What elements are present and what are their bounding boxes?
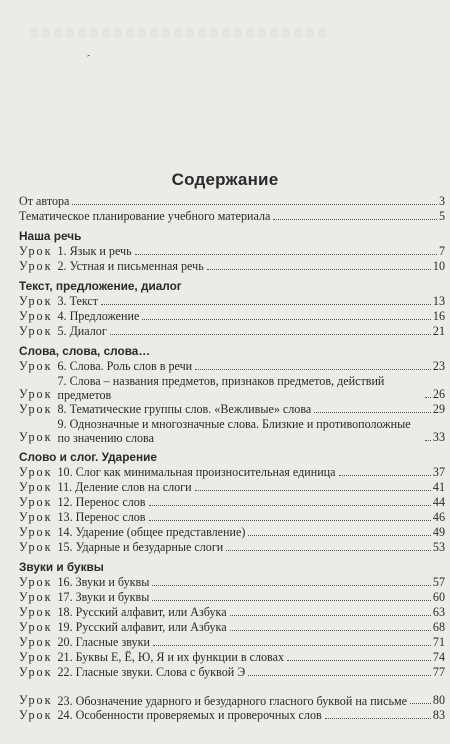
- toc-entry: [19, 417, 445, 445]
- page-number: 16: [432, 309, 445, 323]
- page-number: 44: [432, 495, 445, 509]
- lesson-label: Урок: [19, 244, 53, 258]
- toc-entry: [19, 540, 445, 555]
- page-number: 23: [432, 359, 445, 373]
- toc-entry-title: 2. Устная и письменная речь: [57, 259, 204, 273]
- dot-leader: [135, 254, 437, 255]
- toc-entry: [19, 650, 445, 665]
- dot-leader: [226, 550, 431, 551]
- toc-entry-title: 14. Ударение (общее представление): [57, 525, 246, 539]
- toc-entry: [19, 480, 445, 495]
- page-number: 10: [432, 259, 445, 273]
- page-number: 29: [432, 402, 445, 416]
- lesson-label: Урок: [19, 575, 53, 589]
- toc-entry-title: 13. Перенос слов: [57, 510, 146, 524]
- dot-leader: [101, 304, 431, 305]
- lesson-label: Урок: [19, 665, 53, 679]
- page-number: 60: [432, 590, 445, 604]
- lesson-label: Урок: [19, 693, 53, 707]
- toc-entry: [19, 575, 445, 590]
- page-number: 80: [432, 693, 445, 707]
- lesson-label: Урок: [19, 465, 53, 479]
- toc-section-heading: Наша речь: [19, 229, 82, 243]
- lesson-label: Урок: [19, 495, 53, 509]
- lesson-label: Урок: [19, 480, 53, 494]
- page-number: 26: [432, 387, 445, 401]
- page-title: Содержание: [171, 170, 279, 189]
- dot-leader: [142, 319, 431, 320]
- toc-entry: [19, 465, 445, 480]
- pen-mark: ˊ: [82, 51, 92, 67]
- toc-entry-title: 5. Диалог: [57, 324, 107, 338]
- page-number: 33: [432, 430, 445, 444]
- dot-leader: [248, 675, 431, 676]
- toc-entry-title: 6. Слова. Роль слов в речи: [57, 359, 193, 373]
- table-of-contents: [19, 194, 445, 723]
- lesson-label: Урок: [19, 708, 53, 722]
- toc-entry-title: 17. Звуки и буквы: [57, 590, 150, 604]
- lesson-label: Урок: [19, 359, 53, 373]
- dot-leader: [230, 615, 431, 616]
- page-number: 37: [432, 465, 445, 479]
- toc-entry-title: 24. Особенности проверяемых и проверочных слов: [57, 708, 322, 722]
- lesson-label: Урок: [19, 650, 53, 664]
- page-number: 71: [432, 635, 445, 649]
- toc-entry-title: От автора: [19, 194, 70, 208]
- lesson-label: Урок: [19, 402, 53, 416]
- toc-entry-title: 21. Буквы Е, Ё, Ю, Я и их функции в словах: [57, 650, 285, 664]
- toc-entry: [19, 620, 445, 635]
- toc-entry-title: 22. Гласные звуки. Слова с буквой Э: [57, 665, 246, 679]
- toc-entry-title: 20. Гласные звуки: [57, 635, 150, 649]
- lesson-label: Урок: [19, 309, 53, 323]
- toc-entry-title: Тематическое планирование учебного материала: [19, 209, 271, 223]
- toc-entry: [19, 209, 445, 224]
- lesson-label: Урок: [19, 635, 53, 649]
- toc-entry-title: 3. Текст: [57, 294, 99, 308]
- lesson-label: Урок: [19, 259, 53, 273]
- dot-leader: [149, 520, 431, 521]
- dot-leader: [287, 660, 431, 661]
- toc-entry-title: 9. Однозначные и многозначные слова. Близкие и противоположные по значению слова: [57, 417, 411, 445]
- dot-leader: [207, 269, 431, 270]
- lesson-label: Урок: [19, 525, 53, 539]
- toc-entry: [19, 495, 445, 510]
- toc-entry: [19, 605, 445, 620]
- page-number: 5: [438, 209, 445, 223]
- toc-entry-title: 8. Тематические группы слов. «Вежливые» слова: [57, 402, 312, 416]
- toc-entry-title: 12. Перенос слов: [57, 495, 146, 509]
- lesson-label: Урок: [19, 294, 53, 308]
- toc-entry-title: 16. Звуки и буквы: [57, 575, 150, 589]
- toc-entry: [19, 244, 445, 259]
- dot-leader: [110, 334, 431, 335]
- page-number: 3: [438, 194, 445, 208]
- toc-entry: [19, 665, 445, 680]
- toc-entry-title: 11. Деление слов на слоги: [57, 480, 192, 494]
- toc-section-heading: Звуки и буквы: [19, 560, 104, 574]
- toc-entry-title: 23. Обозначение ударного и безударного гласного буквой на письме: [57, 693, 408, 708]
- dot-leader: [339, 475, 431, 476]
- page-number: 49: [432, 525, 445, 539]
- toc-section-heading: Текст, предложение, диалог: [19, 279, 182, 293]
- toc-entry: [19, 294, 445, 309]
- toc-entry: [19, 708, 445, 723]
- toc-section-heading: Слово и слог. Ударение: [19, 450, 157, 464]
- dot-leader: [152, 600, 431, 601]
- toc-entry-title: 10. Слог как минимальная произносительная единица: [57, 465, 336, 479]
- lesson-label: Урок: [19, 540, 53, 554]
- toc-entry-title: 15. Ударные и безударные слоги: [57, 540, 224, 554]
- page-number: 57: [432, 575, 445, 589]
- dot-leader: [425, 397, 431, 398]
- toc-entry: [19, 359, 445, 374]
- page-number: 53: [432, 540, 445, 554]
- lesson-label: Урок: [19, 590, 53, 604]
- toc-entry-title: 19. Русский алфавит, или Азбука: [57, 620, 227, 634]
- lesson-label: Урок: [19, 430, 53, 444]
- toc-entry-title: 1. Язык и речь: [57, 244, 132, 258]
- dot-leader: [410, 703, 431, 704]
- toc-entry: [19, 324, 445, 339]
- toc-entry: [19, 374, 445, 402]
- toc-entry-title: 7. Слова – названия предметов, признаков предметов, действий предметов: [57, 374, 385, 402]
- toc-entry-title: 18. Русский алфавит, или Азбука: [57, 605, 227, 619]
- lesson-label: Урок: [19, 605, 53, 619]
- page-number: 77: [432, 665, 445, 679]
- dot-leader: [72, 204, 437, 205]
- toc-entry: [19, 525, 445, 540]
- page-number: 21: [432, 324, 445, 338]
- dot-leader: [314, 412, 431, 413]
- lesson-label: Урок: [19, 387, 53, 401]
- toc-entry: [19, 194, 445, 209]
- toc-section-heading: Слова, слова, слова…: [19, 344, 151, 358]
- toc-entry: [19, 590, 445, 605]
- lesson-label: Урок: [19, 620, 53, 634]
- dot-leader: [149, 505, 431, 506]
- page-number: 7: [438, 244, 445, 258]
- toc-entry-title: 4. Предложение: [57, 309, 140, 323]
- lesson-label: Урок: [19, 324, 53, 338]
- toc-entry: [19, 510, 445, 525]
- page-number: 41: [432, 480, 445, 494]
- dot-leader: [230, 630, 431, 631]
- dot-leader: [153, 645, 431, 646]
- page-number: 63: [432, 605, 445, 619]
- page-number: 74: [432, 650, 445, 664]
- toc-entry: [19, 680, 445, 708]
- dot-leader: [152, 585, 431, 586]
- dot-leader: [325, 718, 431, 719]
- page-number: 46: [432, 510, 445, 524]
- toc-entry: [19, 259, 445, 274]
- toc-entry: [19, 309, 445, 324]
- dot-leader: [425, 440, 431, 441]
- dot-leader: [195, 369, 431, 370]
- page-number: 83: [432, 708, 445, 722]
- dot-leader: [273, 219, 437, 220]
- toc-entry: [19, 402, 445, 417]
- page-number: 13: [432, 294, 445, 308]
- page-number: 68: [432, 620, 445, 634]
- dot-leader: [195, 490, 431, 491]
- dot-leader: [248, 535, 431, 536]
- toc-entry: [19, 635, 445, 650]
- lesson-label: Урок: [19, 510, 53, 524]
- bleed-through-text: [30, 28, 330, 38]
